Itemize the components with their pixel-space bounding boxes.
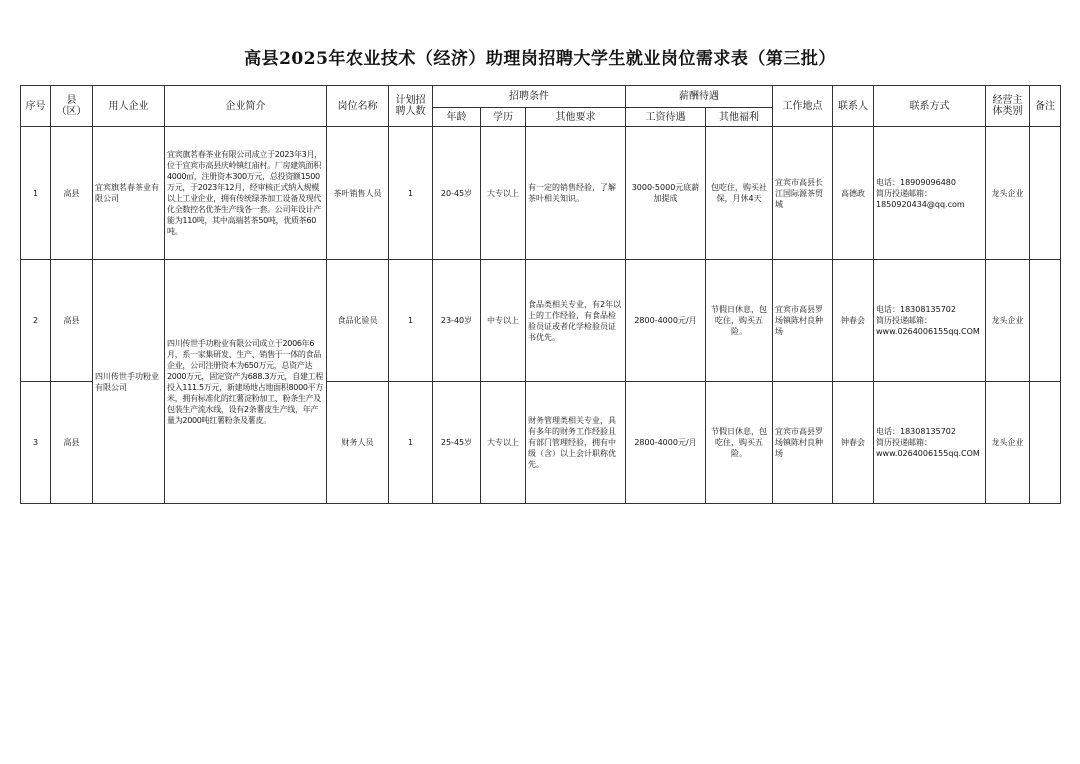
row-contact-person: 钟春会 (833, 382, 874, 504)
header-county: 县 （区） (51, 86, 93, 127)
row-contact-person: 钟春会 (833, 260, 874, 382)
header-business-type: 经营主 体类别 (986, 86, 1030, 127)
row-education: 大专以上 (481, 382, 526, 504)
row-seq: 2 (21, 260, 51, 382)
table-row (21, 260, 1061, 382)
header-contact-method: 联系方式 (874, 86, 986, 127)
header-seq: 序号 (21, 86, 51, 127)
header-education: 学历 (481, 108, 526, 127)
job-demand-table (20, 85, 1061, 504)
table-row (21, 127, 1061, 260)
row-salary: 2800-4000元/月 (626, 260, 706, 382)
row-county: 高县 (51, 127, 93, 260)
row-employer: 四川传世手功粉业有限公司 (93, 260, 165, 504)
row-count: 1 (389, 260, 433, 382)
header-age: 年龄 (433, 108, 481, 127)
header-remark: 备注 (1030, 86, 1061, 127)
row-benefits: 节假日休息，包吃住，购买五险。 (706, 260, 773, 382)
row-remark (1030, 382, 1061, 504)
header-other-req: 其他要求 (526, 108, 626, 127)
row-position: 茶叶销售人员 (327, 127, 389, 260)
row-remark (1030, 127, 1061, 260)
row-other-req: 财务管理类相关专业，具有多年的财务工作经验且有部门管理经验，拥有中级（含）以上会计职称优先。 (526, 382, 626, 504)
header-location: 工作地点 (773, 86, 833, 127)
row-other-req: 有一定的销售经验，了解茶叶相关知识。 (526, 127, 626, 260)
header-conditions: 招聘条件 (433, 86, 626, 108)
row-age: 20-45岁 (433, 127, 481, 260)
row-age: 23-40岁 (433, 260, 481, 382)
row-employer: 宜宾旗茗春茶业有限公司 (93, 127, 165, 260)
header-employer: 用人企业 (93, 86, 165, 127)
row-location: 宜宾市高县罗场镇陈村良种场 (773, 260, 833, 382)
page-title: 高县2025年农业技术（经济）助理岗招聘大学生就业岗位需求表（第三批） (244, 49, 836, 69)
row-business-type: 龙头企业 (986, 260, 1030, 382)
row-contact-method: 电话：18308135702 简历投递邮箱： www.0264006155qq.COM (874, 260, 986, 382)
row-education: 大专以上 (481, 127, 526, 260)
header-intro: 企业简介 (165, 86, 327, 127)
row-intro: 宜宾旗茗春茶业有限公司成立于2023年3月，位于宜宾市高县庆岭镇红庙村。厂房建筑面积4000㎡，注册资本300万元，总投资额1500万元，于2023年12月，经审核正式纳入规模以上工业企业，拥有传统绿茶加工设备及现代化全数控名优茶生产线各一套。公司年设计产能为110吨，其中高端茗茶50吨，优质茶60吨。 (165, 127, 327, 260)
header-position: 岗位名称 (327, 86, 389, 127)
row-count: 1 (389, 382, 433, 504)
header-row-1 (21, 86, 1061, 108)
header-benefits: 其他福利 (706, 108, 773, 127)
row-business-type: 龙头企业 (986, 127, 1030, 260)
row-seq: 3 (21, 382, 51, 504)
row-count: 1 (389, 127, 433, 260)
row-location: 宜宾市高县长江国际源茶贸城 (773, 127, 833, 260)
row-county: 高县 (51, 260, 93, 382)
row-education: 中专以上 (481, 260, 526, 382)
row-position: 财务人员 (327, 382, 389, 504)
row-contact-person: 高德政 (833, 127, 874, 260)
row-intro: 四川传世手功粉业有限公司成立于2006年6月，系一家集研发、生产、销售于一体的食品企业，公司注册资本为650万元，总资产达2000万元，固定资产为688.3万元，自建工程投入111.5万元，新建场地占地面积8000平方米，拥有标准化的红薯淀粉加工、粉条生产及包装生产流水线，设有2条薯皮生产线，年产量为2000吨红薯粉条及薯皮。 (165, 260, 327, 504)
row-business-type: 龙头企业 (986, 382, 1030, 504)
row-location: 宜宾市高县罗场镇陈村良种场 (773, 382, 833, 504)
header-salary: 工资待遇 (626, 108, 706, 127)
row-position: 食品化验员 (327, 260, 389, 382)
row-benefits: 包吃住，购买社保，月休4天 (706, 127, 773, 260)
row-county: 高县 (51, 382, 93, 504)
row-salary: 3000-5000元底薪加提成 (626, 127, 706, 260)
row-remark (1030, 260, 1061, 382)
header-salary-group: 薪酬待遇 (626, 86, 773, 108)
row-other-req: 食品类相关专业，有2年以上的工作经验，有食品检验员证或者化学检验员证书优先。 (526, 260, 626, 382)
row-age: 25-45岁 (433, 382, 481, 504)
header-contact-person: 联系人 (833, 86, 874, 127)
row-contact-method: 电话：18909096480 简历投递邮箱： 1850920434@qq.com (874, 127, 986, 260)
row-seq: 1 (21, 127, 51, 260)
header-count: 计划招 聘人数 (389, 86, 433, 127)
row-salary: 2800-4000元/月 (626, 382, 706, 504)
row-contact-method: 电话：18308135702 简历投递邮箱： www.0264006155qq.COM (874, 382, 986, 504)
row-benefits: 节假日休息，包吃住，购买五险。 (706, 382, 773, 504)
